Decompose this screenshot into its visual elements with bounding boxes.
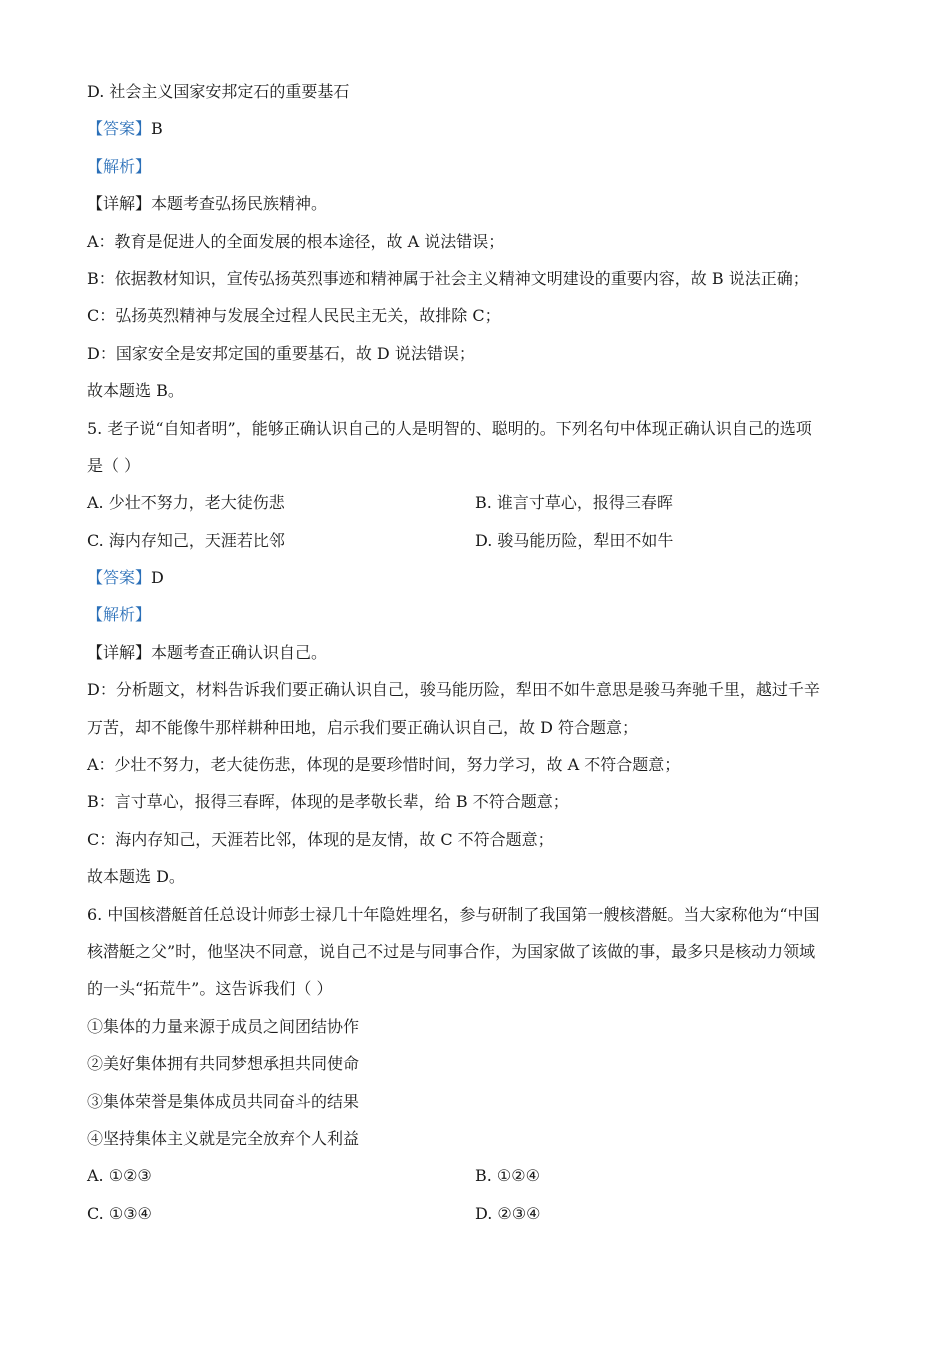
- q5-stem: 5. 老子说“自知者明”，能够正确认识自己的人是明智的、聪明的。下列名句中体现正确认识自己的选项: [87, 418, 812, 438]
- q5-explain-line: C：海内存知己，天涯若比邻，体现的是友情，故 C 不符合题意；: [87, 829, 554, 849]
- q5-stem-cont: 是（ ）: [87, 455, 141, 475]
- q6-option-a: A. ①②③: [87, 1166, 152, 1186]
- q5-option-c: C. 海内存知己，天涯若比邻: [87, 530, 285, 550]
- answer-value: B: [151, 119, 163, 139]
- q5-options-row-1: [87, 484, 877, 521]
- q6-options-row-2: [87, 1195, 877, 1232]
- q4-analysis-tag: 【解析】: [87, 156, 152, 176]
- q5-explain-line: B：言寸草心，报得三春晖，体现的是孝敬长辈，给 B 不符合题意；: [87, 792, 569, 812]
- q5-option-b: B. 谁言寸草心，报得三春晖: [475, 493, 673, 513]
- q4-explain-line: B：依据教材知识，宣传弘扬英烈事迹和精神属于社会主义精神文明建设的重要内容，故 B 说法正确；: [87, 268, 809, 288]
- q5-detail: 【详解】本题考查正确认识自己。: [87, 642, 328, 662]
- q6-options-row-1: [87, 1157, 877, 1194]
- q6-stem-cont: 核潜艇之父”时，他坚决不同意，说自己不过是与同事合作，为国家做了该做的事，最多只是核动力领域: [87, 941, 816, 961]
- q4-explain-line: C：弘扬英烈精神与发展全过程人民民主无关，故排除 C；: [87, 306, 501, 326]
- q6-statement-1: ①集体的力量来源于成员之间团结协作: [87, 1016, 360, 1036]
- q4-option-d: D. 社会主义国家安邦定石的重要基石: [87, 82, 350, 101]
- q6-statement-2: ②美好集体拥有共同梦想承担共同使命: [87, 1054, 360, 1074]
- q5-explain-line: A：少壮不努力，老大徒伤悲，体现的是要珍惜时间，努力学习，故 A 不符合题意；: [87, 755, 681, 775]
- q6-stem-cont: 的一头“拓荒牛”。这告诉我们（ ）: [87, 979, 333, 999]
- answer-tag: 【答案】: [87, 119, 152, 139]
- q6-option-d: D. ②③④: [475, 1203, 541, 1223]
- q5-analysis-tag: 【解析】: [87, 605, 152, 625]
- q5-answer: [87, 559, 877, 596]
- q4-conclusion: 故本题选 B。: [87, 381, 184, 401]
- q5-conclusion: 故本题选 D。: [87, 867, 185, 887]
- q5-options-row-2: [87, 522, 877, 559]
- q4-detail: 【详解】本题考查弘扬民族精神。: [87, 194, 328, 214]
- q5-explain-line: 万苦，却不能像牛那样耕种田地，启示我们要正确认识自己，故 D 符合题意；: [87, 717, 639, 737]
- q6-statement-4: ④坚持集体主义就是完全放弃个人利益: [87, 1128, 360, 1148]
- q6-statement-3: ③集体荣誉是集体成员共同奋斗的结果: [87, 1091, 360, 1111]
- q6-option-c: C. ①③④: [87, 1203, 152, 1223]
- q4-explain-line: D：国家安全是安邦定国的重要基石，故 D 说法错误；: [87, 343, 475, 363]
- answer-tag: 【答案】: [87, 568, 152, 588]
- q6-option-b: B. ①②④: [475, 1166, 540, 1186]
- document-page: [87, 73, 877, 1232]
- q5-option-a: A. 少壮不努力，老大徒伤悲: [87, 493, 285, 513]
- answer-value: D: [151, 568, 164, 588]
- q4-answer: [87, 110, 877, 147]
- q5-explain-line: D：分析题文，材料告诉我们要正确认识自己，骏马能历险，犁田不如牛意思是骏马奔驰千里，越过千辛: [87, 680, 820, 700]
- q5-option-d: D. 骏马能历险，犁田不如牛: [475, 530, 674, 550]
- q6-stem: 6. 中国核潜艇首任总设计师彭士禄几十年隐姓埋名，参与研制了我国第一艘核潜艇。当大家称他为“中国: [87, 904, 820, 924]
- q4-explain-line: A：教育是促进人的全面发展的根本途径，故 A 说法错误；: [87, 231, 505, 251]
